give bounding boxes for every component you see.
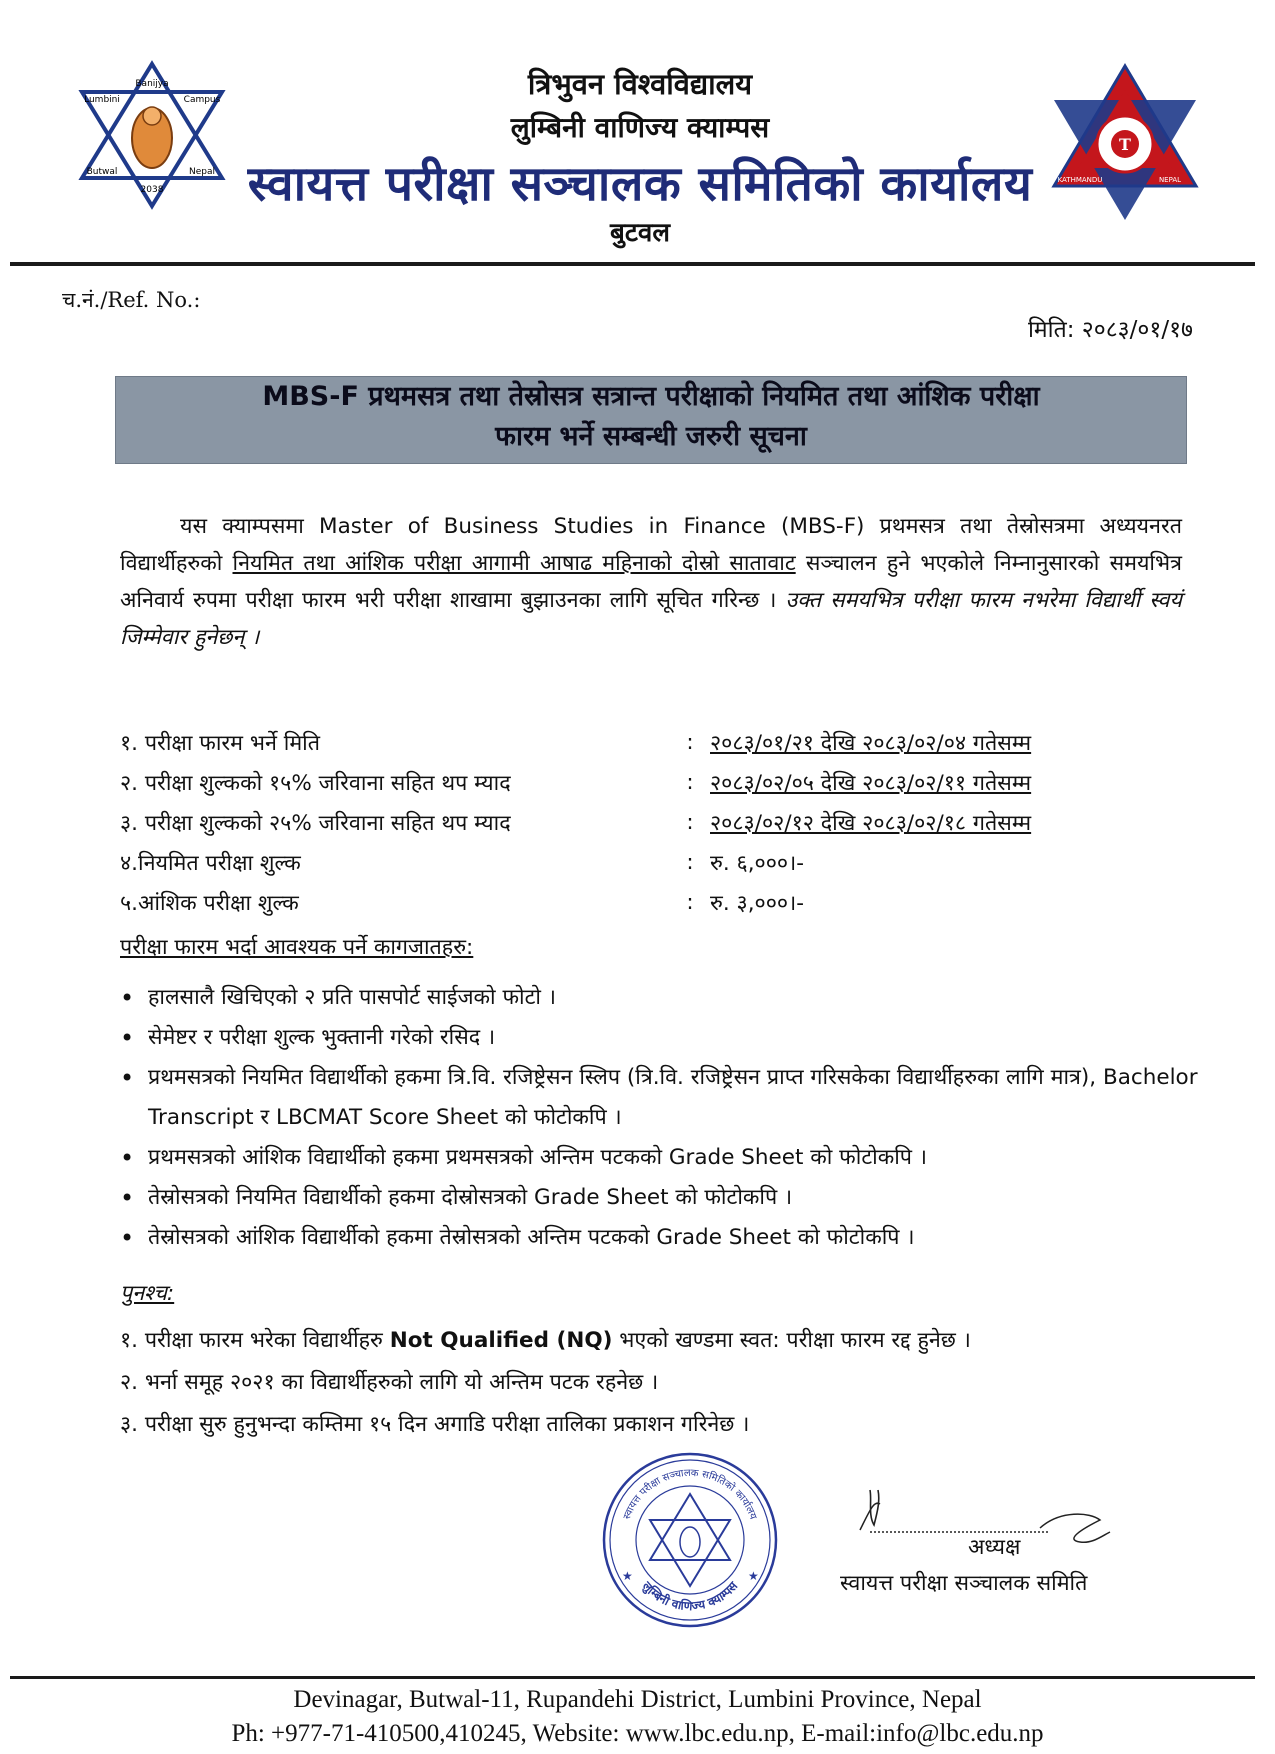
schedule-separator: : xyxy=(686,809,694,835)
intro-paragraph xyxy=(120,508,1182,656)
schedule-value: २०८३/०२/१२ देखि २०८३/०२/१८ गतेसम्म xyxy=(710,810,1032,836)
schedule-label: ४.नियमित परीक्षा शुल्क xyxy=(120,850,301,876)
schedule-value: २०८३/०१/२१ देखि २०८३/०२/०४ गतेसम्म xyxy=(710,730,1032,756)
footer-address: Devinagar, Butwal-11, Rupandehi District, Lumbini Province, Nepal xyxy=(293,1686,982,1713)
schedule-label: १. परीक्षा फारम भर्ने मिति xyxy=(120,730,321,756)
intro-italic-warning: उक्त समयभित्र परीक्षा फारम नभरेमा विद्यार्थी स्वयं जिम्मेवार हुनेछन् । xyxy=(120,588,1182,650)
schedule-value: रु. ६,०००।- xyxy=(710,850,804,876)
schedule-label: ५.आंशिक परीक्षा शुल्क xyxy=(120,890,299,916)
document-item: • प्रथमसत्रको नियमित विद्यार्थीको हकमा त्रि.वि. रजिष्ट्रेसन स्लिप (त्रि.वि. रजिष्ट्रेसन प्राप्त गरिसकेका विद्यार्थीहरुका लागि मात्र), Bachelor Transcript र LBCMAT Score Sheet को फोटोकपि । xyxy=(118,1058,1198,1138)
office-seal-icon xyxy=(600,1450,780,1630)
logo-right-bottom-left-text: KATHMANDU xyxy=(1057,176,1103,184)
schedule-row xyxy=(120,882,1200,922)
intro-text-1: यस क्याम्पसमा Master of Business Studies in Finance (MBS-F) प्रथमसत्र तथा तेस्रोसत्रमा अध्ययनरत विद्यार्थीहरुको xyxy=(120,514,1182,576)
documents-heading: परीक्षा फारम भर्दा आवश्यक पर्ने कागजातहरु: xyxy=(120,935,474,960)
svg-text:★: ★ xyxy=(622,1569,633,1583)
schedule-separator: : xyxy=(686,769,694,795)
notice-date: मिति: २०८३/०१/१७ xyxy=(1027,317,1193,343)
city-name: बुटवल xyxy=(609,218,671,248)
document-item: • सेमेष्टर र परीक्षा शुल्क भुक्तानी गरेको रसिद । xyxy=(118,1018,1198,1058)
logo-left-right-text: Campus xyxy=(183,95,221,105)
postscript-item-1-pre: १. परीक्षा फारम भरेका विद्यार्थीहरु xyxy=(120,1328,390,1353)
postscript-item-1-post: भएको खण्डमा स्वत: परीक्षा फारम रद्द हुनेछ । xyxy=(612,1328,971,1353)
seal-bottom-text: लुम्बिनी वाणिज्य क्याम्पस xyxy=(639,1578,741,1614)
schedule-label: ३. परीक्षा शुल्कको २५% जरिवाना सहित थप म्याद xyxy=(120,810,511,836)
signatory-office: स्वायत्त परीक्षा सञ्चालक समिति xyxy=(840,1571,1088,1596)
document-item: • तेस्रोसत्रको आंशिक विद्यार्थीको हकमा तेस्रोसत्रको अन्तिम पटकको Grade Sheet को फोटोकपि । xyxy=(118,1218,1198,1258)
postscript-item: ३. परीक्षा सुरु हुनुभन्दा कम्तिमा १५ दिन अगाडि परीक्षा तालिका प्रकाशन गरिनेछ । xyxy=(120,1412,750,1437)
notice-title-box xyxy=(115,376,1187,464)
logo-left-year-text: 2038 xyxy=(140,185,164,195)
schedule-row xyxy=(120,762,1200,802)
postscript-item: २. भर्ना समूह २०२१ का विद्यार्थीहरुको लागि यो अन्तिम पटक रहनेछ । xyxy=(120,1370,659,1395)
logo-right-bottom-right-text: NEPAL xyxy=(1158,176,1182,184)
document-item: • हालसालै खिचिएको २ प्रति पासपोर्ट साईजको फोटो । xyxy=(118,978,1198,1018)
tribhuvan-university-logo-icon xyxy=(1050,60,1200,225)
schedule-list xyxy=(120,722,1200,922)
postscript-item-1-bold: Not Qualified (NQ) xyxy=(389,1328,613,1353)
postscript-list xyxy=(120,1320,1200,1446)
campus-name: लुम्बिनी वाणिज्य क्याम्पस xyxy=(510,111,770,144)
logo-left-bottom-right-text: Nepal xyxy=(189,167,215,177)
schedule-row xyxy=(120,722,1200,762)
reference-number-label: च.नं./Ref. No.: xyxy=(62,288,201,312)
documents-list xyxy=(118,978,1198,1258)
notice-title-line-1: MBS-F प्रथमसत्र तथा तेस्रोसत्र सत्रान्त परीक्षाको नियमित तथा आंशिक परीक्षा xyxy=(262,381,1040,412)
schedule-label: २. परीक्षा शुल्कको १५% जरिवाना सहित थप म्याद xyxy=(120,770,511,796)
svg-text:★: ★ xyxy=(748,1569,759,1583)
schedule-separator: : xyxy=(686,729,694,755)
lumbini-campus-logo-icon xyxy=(72,60,232,210)
schedule-row xyxy=(120,802,1200,842)
university-name: त्रिभुवन विश्वविद्यालय xyxy=(527,67,753,101)
schedule-separator: : xyxy=(686,849,694,875)
notice-title-line-2: फारम भर्ने सम्बन्धी जरुरी सूचना xyxy=(495,421,807,452)
logo-left-top-text: Banijya xyxy=(135,79,169,89)
schedule-separator: : xyxy=(686,889,694,915)
svg-text:T: T xyxy=(1119,135,1131,154)
intro-text-2: सञ्चालन हुने भएकोले निम्नानुसारको समयभित्र अनिवार्य रुपमा परीक्षा फारम भरी परीक्षा शाखामा बुझाउनका लागि सूचित गरिन्छ । xyxy=(120,551,1182,613)
intro-underlined-text: नियमित तथा आंशिक परीक्षा आगामी आषाढ महिनाको दोस्रो सातावाट xyxy=(232,551,796,576)
schedule-value: रु. ३,०००।- xyxy=(710,890,804,916)
schedule-row xyxy=(120,842,1200,882)
logo-left-bottom-left-text: Butwal xyxy=(86,167,118,177)
schedule-value: २०८३/०२/०५ देखि २०८३/०२/११ गतेसम्म xyxy=(710,770,1032,796)
document-item: • तेस्रोसत्रको नियमित विद्यार्थीको हकमा दोस्रोसत्रको Grade Sheet को फोटोकपि । xyxy=(118,1178,1198,1218)
logo-left-left-text: Lumbini xyxy=(84,95,120,105)
office-name: स्वायत्त परीक्षा सञ्चालक समितिको कार्यालय xyxy=(247,156,1033,212)
signatory-title: अध्यक्ष xyxy=(968,1535,1021,1560)
postscript-item xyxy=(120,1320,1200,1362)
seal-top-text: स्वायत्त परीक्षा सञ्चालक समितिको कार्यालय xyxy=(621,1467,759,1521)
header-divider xyxy=(10,262,1255,266)
document-item: • प्रथमसत्रको आंशिक विद्यार्थीको हकमा प्रथमसत्रको अन्तिम पटकको Grade Sheet को फोटोकपि । xyxy=(118,1138,1198,1178)
footer-contact: Ph: +977-71-410500,410245, Website: www.lbc.edu.np, E-mail:info@lbc.edu.np xyxy=(231,1720,1044,1747)
footer-divider xyxy=(10,1676,1255,1679)
postscript-heading: पुनश्च: xyxy=(120,1281,175,1306)
